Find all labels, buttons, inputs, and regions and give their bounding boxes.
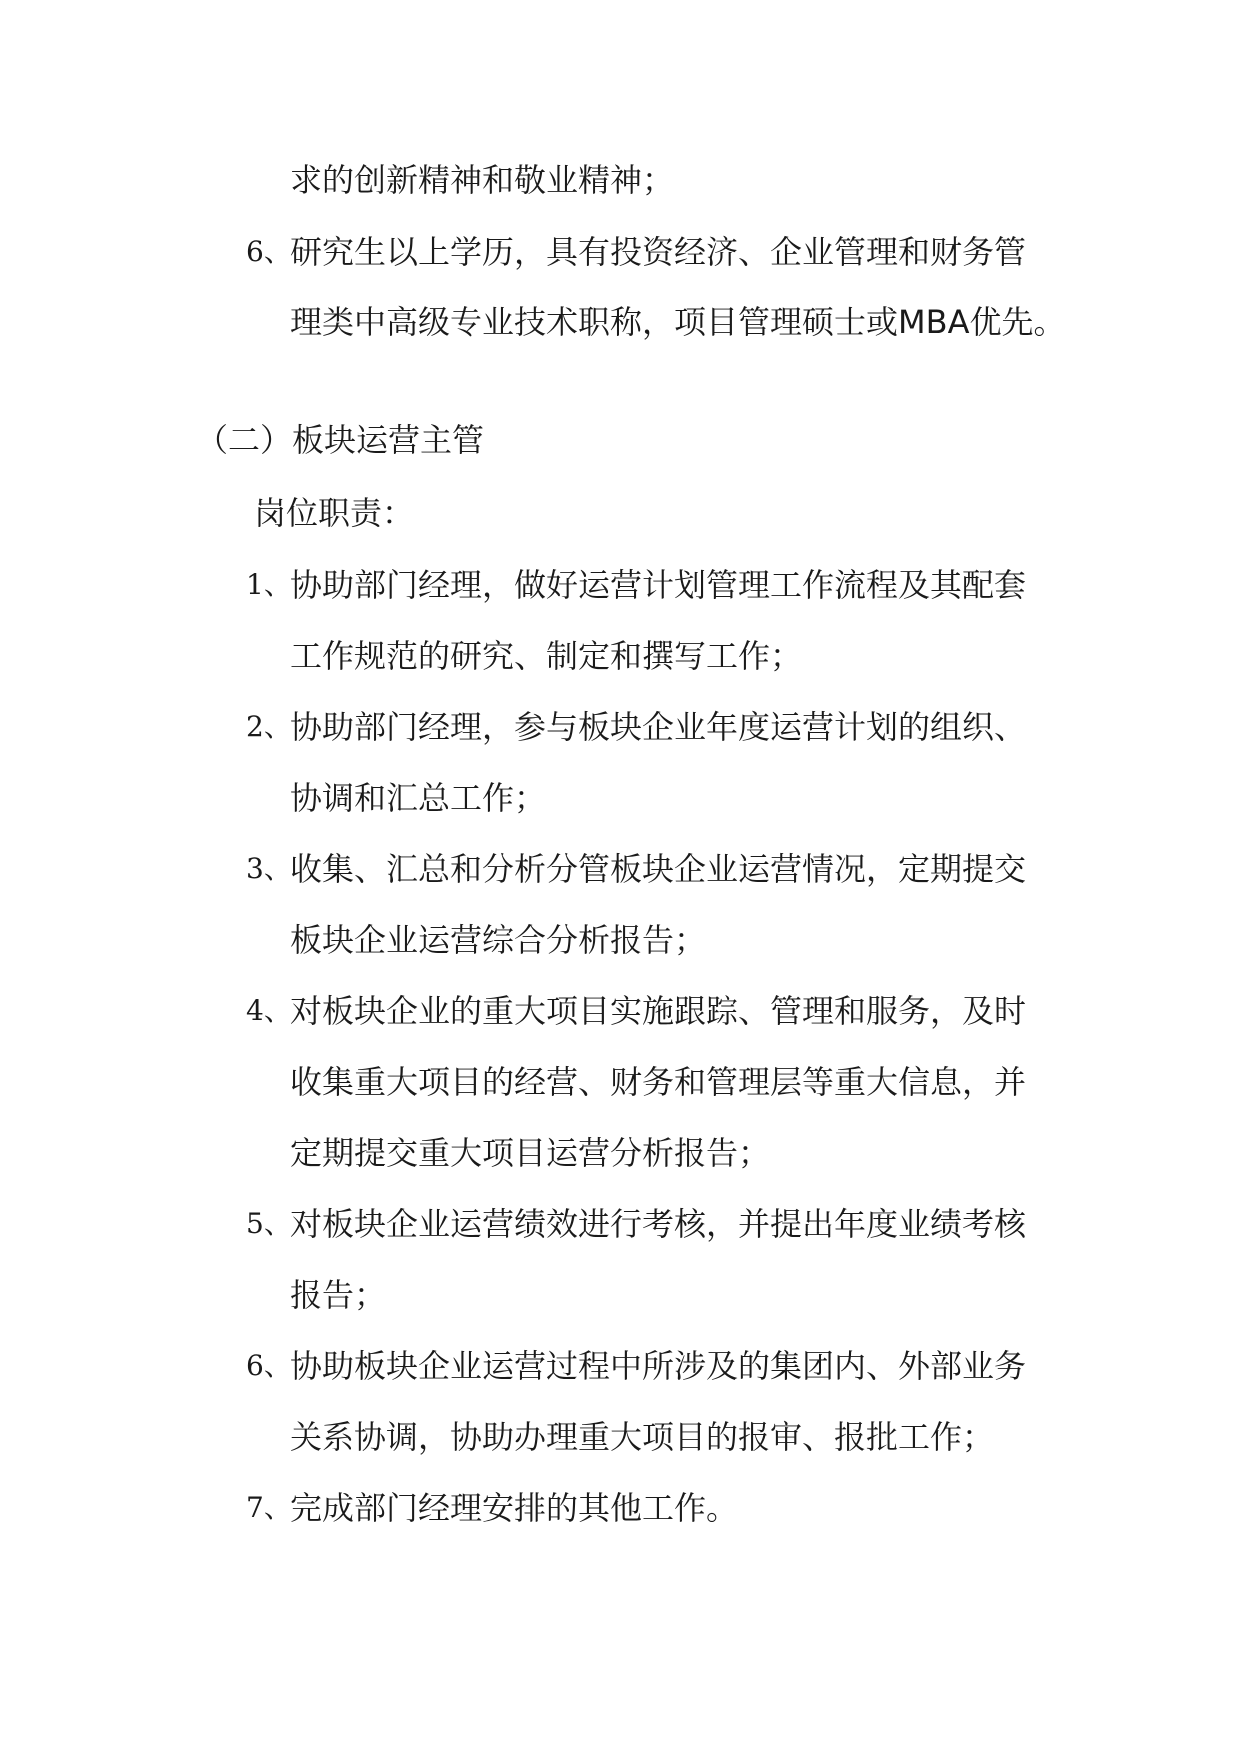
section-heading xyxy=(0,410,1241,470)
continuation-line xyxy=(0,1407,1241,1467)
line-text: 报告； xyxy=(290,1276,387,1314)
list-item-1 xyxy=(0,555,1241,615)
continuation-line xyxy=(0,1123,1241,1183)
list-item-6b xyxy=(0,1336,1241,1396)
list-item-2 xyxy=(0,697,1241,757)
line-text: 工作规范的研究、制定和撰写工作； xyxy=(290,637,803,675)
line-text: 求的创新精神和敬业精神； xyxy=(290,161,675,199)
subsection-label xyxy=(0,483,1241,543)
line-text: 板块企业运营综合分析报告； xyxy=(290,921,707,959)
list-number: 3、 xyxy=(246,852,292,885)
line-text: 对板块企业的重大项目实施跟踪、管理和服务，及时 xyxy=(290,992,1027,1030)
continuation-line xyxy=(0,292,1241,352)
line-text: 协助部门经理，做好运营计划管理工作流程及其配套 xyxy=(290,566,1027,604)
continuation-line xyxy=(0,910,1241,970)
line-text: 收集、汇总和分析分管板块企业运营情况，定期提交 xyxy=(290,850,1027,888)
line-text: 定期提交重大项目运营分析报告； xyxy=(290,1134,771,1172)
continuation-line xyxy=(0,626,1241,686)
continuation-line xyxy=(0,1052,1241,1112)
list-item-3 xyxy=(0,839,1241,899)
continuation-line xyxy=(0,1265,1241,1325)
list-number: 2、 xyxy=(246,710,292,743)
line-text: 完成部门经理安排的其他工作。 xyxy=(290,1489,739,1527)
line-text: 关系协调，协助办理重大项目的报审、报批工作； xyxy=(290,1418,995,1456)
list-item-7 xyxy=(0,1478,1241,1538)
line-text: 协助部门经理，参与板块企业年度运营计划的组织、 xyxy=(290,708,1027,746)
list-number: 1、 xyxy=(246,568,292,601)
list-number: 4、 xyxy=(246,994,292,1027)
list-number: 5、 xyxy=(246,1207,292,1240)
continuation-line xyxy=(0,150,1241,210)
line-text: 收集重大项目的经营、财务和管理层等重大信息，并 xyxy=(290,1063,1027,1101)
section-title: （二）板块运营主管 xyxy=(196,421,485,459)
duties-label: 岗位职责： xyxy=(254,494,415,532)
list-number: 7、 xyxy=(246,1491,292,1524)
line-text: 协调和汇总工作； xyxy=(290,779,547,817)
line-text: 理类中高级专业技术职称，项目管理硕士或MBA优先。 xyxy=(290,303,1066,341)
continuation-line xyxy=(0,768,1241,828)
line-text: 协助板块企业运营过程中所涉及的集团内、外部业务 xyxy=(290,1347,1027,1385)
line-text: 研究生以上学历，具有投资经济、企业管理和财务管 xyxy=(290,233,1027,271)
line-text: 对板块企业运营绩效进行考核，并提出年度业绩考核 xyxy=(290,1205,1027,1243)
list-item-5 xyxy=(0,1194,1241,1254)
list-item-6 xyxy=(0,222,1241,282)
list-item-4 xyxy=(0,981,1241,1041)
list-number: 6、 xyxy=(246,1349,292,1382)
list-number: 6、 xyxy=(246,235,292,268)
